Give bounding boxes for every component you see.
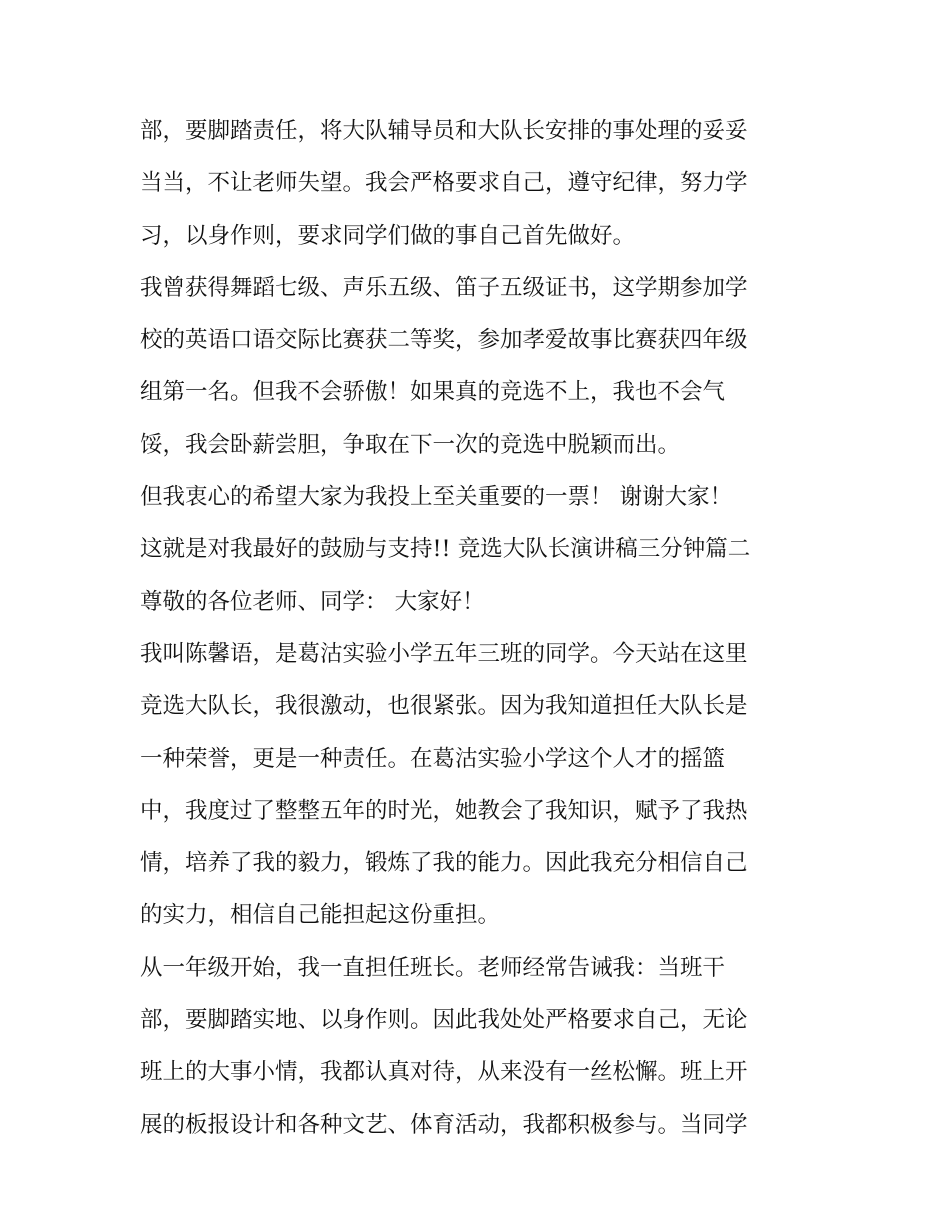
text-line: 校的英语口语交际比赛获二等奖，参加孝爱故事比赛获四年级 <box>140 327 748 354</box>
text-line: 当当，不让老师失望。我会严格要求自己，遵守纪律，努力学 <box>140 170 748 197</box>
text-line: 部，要脚踏实地、以身作则。因此我处处严格要求自己，无论 <box>140 1007 748 1034</box>
text-line: 中，我度过了整整五年的时光，她教会了我知识，赋予了我热 <box>140 797 748 824</box>
text-line: 这就是对我最好的鼓励与支持!! 竞选大队长演讲稿三分钟篇二 <box>140 536 751 563</box>
text-line: 一种荣誉，更是一种责任。在葛沽实验小学这个人才的摇篮 <box>140 745 726 772</box>
text-line: 我曾获得舞蹈七级、声乐五级、笛子五级证书，这学期参加学 <box>140 274 748 301</box>
text-line: 情，培养了我的毅力，锻炼了我的能力。因此我充分相信自己 <box>140 850 748 877</box>
text-line: 组第一名。但我不会骄傲！如果真的竞选不上，我也不会气 <box>140 379 726 406</box>
text-line: 从一年级开始，我一直担任班长。老师经常告诫我：当班干 <box>140 954 726 981</box>
text-line: 班上的大事小情，我都认真对待，从来没有一丝松懈。班上开 <box>140 1059 748 1086</box>
text-line: 我叫陈馨语，是葛沽实验小学五年三班的同学。今天站在这里 <box>140 640 748 667</box>
text-line: 部，要脚踏责任，将大队辅导员和大队长安排的事处理的妥妥 <box>140 118 748 144</box>
text-line: 尊敬的各位老师、同学： 大家好！ <box>140 588 485 615</box>
text-line: 馁，我会卧薪尝胆，争取在下一次的竞选中脱颖而出。 <box>140 431 681 458</box>
text-line: 的实力，相信自己能担起这份重担。 <box>140 902 501 929</box>
text-line: 竞选大队长，我很激动，也很紧张。因为我知道担任大队长是 <box>140 693 748 720</box>
text-line: 习，以身作则，要求同学们做的事自己首先做好。 <box>140 222 636 249</box>
text-line: 展的板报设计和各种文艺、体育活动，我都积极参与。当同学 <box>140 1111 748 1138</box>
document-body <box>140 105 820 1151</box>
text-line: 但我衷心的希望大家为我投上至关重要的一票！ 谢谢大家！ <box>140 484 733 511</box>
